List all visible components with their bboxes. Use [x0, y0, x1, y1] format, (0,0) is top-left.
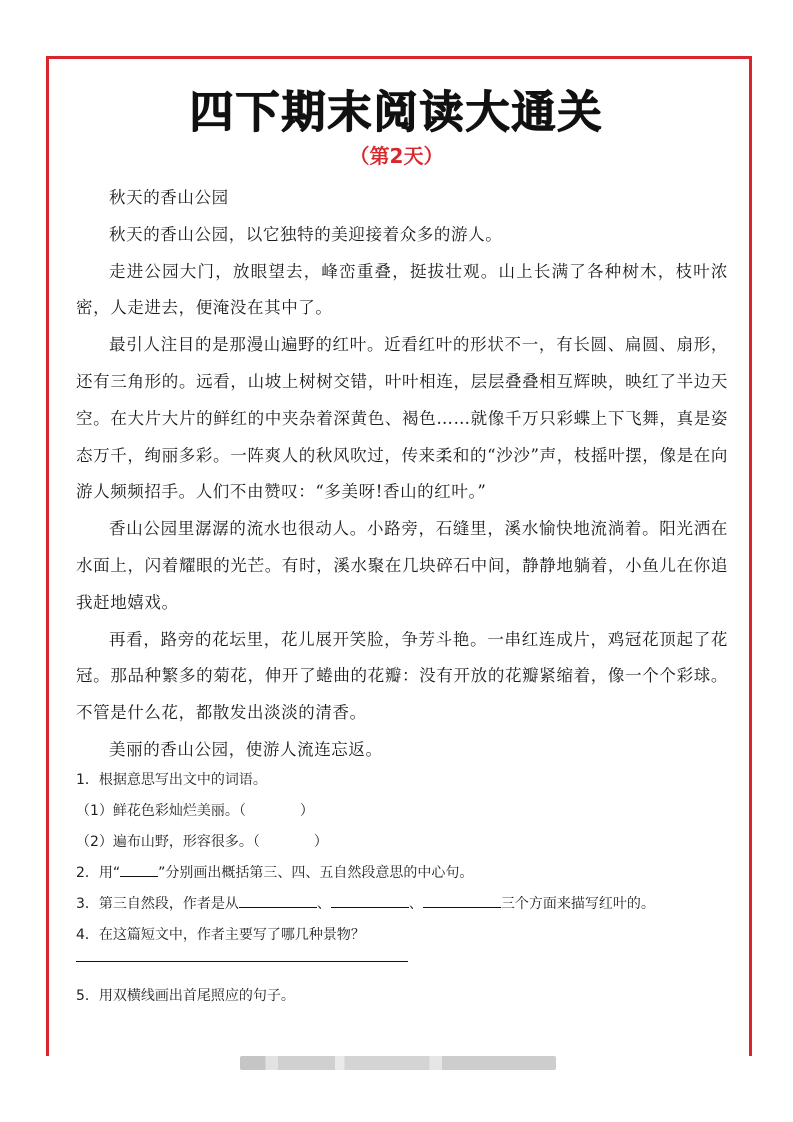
page-subtitle: （第2天）	[349, 144, 444, 168]
question-1: 1．根据意思写出文中的词语。	[76, 772, 267, 788]
passage-paragraph-3: 最引人注目的是那漫山遍野的红叶。近看红叶的形状不一，有长圆、扁圆、扇形，还有三角形的。远看，山坡上树树交错，叶叶相连，层层叠叠相互辉映，映红了半边天空。在大片大片的鲜红的中夹杂着深黄色、褐色……就像千万只彩蝶上下飞舞，真是姿态万千，绚丽多彩。一阵爽人的秋风吹过，传来柔和的“沙沙”声，枝摇叶摆，像是在向游人频频招手。人们不由赞叹：“多美呀!香山的红叶。”	[76, 335, 728, 502]
passage-paragraph-5: 再看，路旁的花坛里，花儿展开笑脸，争芳斗艳。一串红连成片，鸡冠花顶起了花冠。那品种繁多的菊花，伸开了蜷曲的花瓣：没有开放的花瓣紧缩着，像一个个彩球。不管是什么花，都散发出淡淡的清香。	[76, 629, 728, 723]
passage-paragraph-4: 香山公园里潺潺的流水也很动人。小路旁，石缝里，溪水愉快地流淌着。阳光洒在水面上，闪着耀眼的光芒。有时，溪水聚在几块碎石中间，静静地躺着，小鱼儿在你追我赶地嬉戏。	[76, 519, 728, 612]
passage-paragraph-1: 秋天的香山公园，以它独特的美迎接着众多的游人。	[109, 224, 503, 244]
answer-blank[interactable]	[331, 893, 409, 908]
question-1-2: （2）遍布山野，形容很多。（ ）	[76, 834, 328, 850]
page-title: 四下期末阅读大通关	[189, 87, 604, 138]
question-5: 5．用双横线画出首尾照应的句子。	[76, 988, 295, 1004]
passage-heading: 秋天的香山公园	[109, 188, 229, 207]
passage-paragraph-2: 走进公园大门，放眼望去，峰峦重叠，挺拔壮观。山上长满了各种树木，枝叶浓密，人走进去，便淹没在其中了。	[76, 261, 728, 318]
underline-sample	[120, 862, 158, 877]
passage-paragraph-6: 美丽的香山公园，使游人流连忘返。	[109, 739, 383, 759]
question-list	[76, 765, 726, 1012]
question-4: 4．在这篇短文中，作者主要写了哪几种景物？	[76, 927, 365, 943]
answer-blank[interactable]	[239, 893, 317, 908]
question-1-1: （1）鲜花色彩灿烂美丽。（ ）	[76, 803, 314, 819]
answer-blank[interactable]	[423, 893, 501, 908]
reading-passage	[76, 180, 728, 769]
answer-line[interactable]	[76, 951, 726, 973]
question-2: 2．用“ ”分别画出概括第三、四、五自然段意思的中心句。	[76, 858, 726, 889]
question-3: 3．第三自然段，作者是从 、 、 三个方面来描写红叶的。	[76, 889, 726, 920]
watermark-bar	[240, 1056, 556, 1070]
